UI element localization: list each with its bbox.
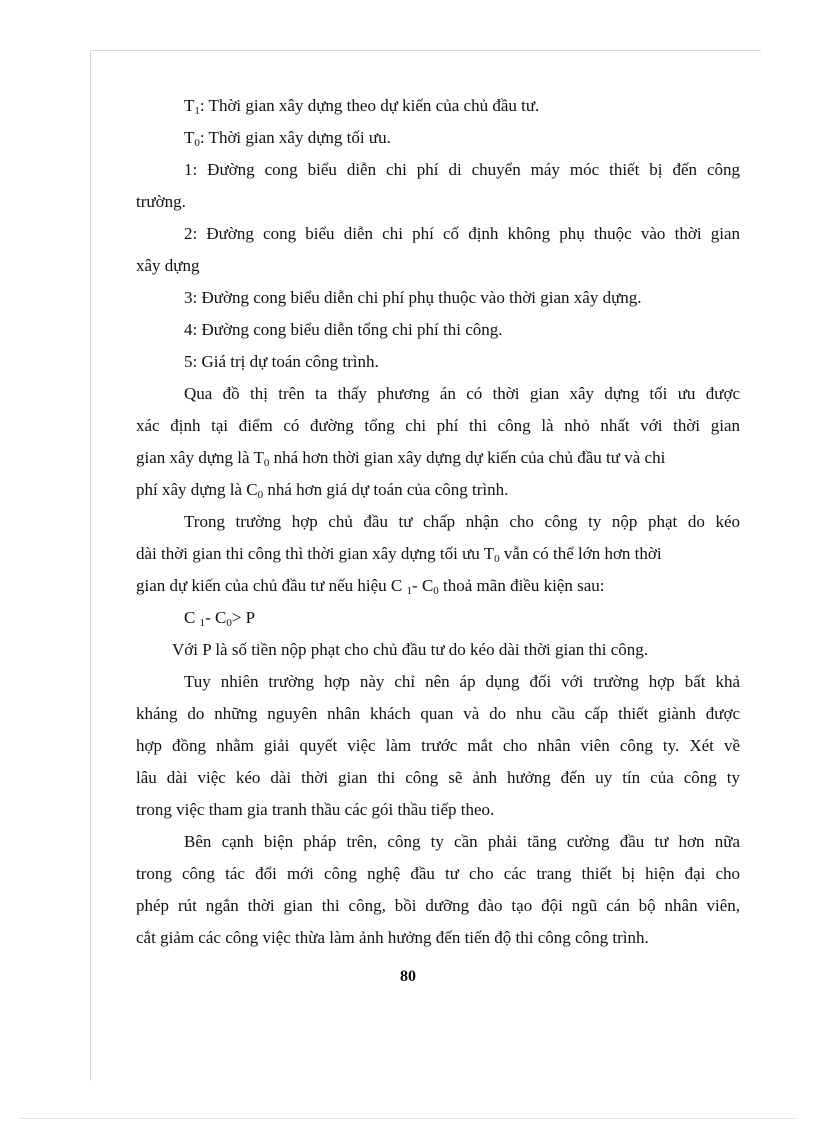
paragraph-line: cắt giảm các công việc thừa làm ảnh hưởng đến tiến độ thi công công trình.: [136, 928, 649, 947]
subscript: 0: [263, 457, 270, 469]
paragraph-line: kháng do những nguyên nhân khách quan và do nhu cầu cấp thiết giành được: [136, 704, 740, 723]
paragraph-line: Tuy nhiên trường hợp này chỉ nên áp dụng đối với trường hợp bất khả: [184, 672, 740, 691]
legend-curve-2: 2: Đường cong biểu diễn chi phí cố định không phụ thuộc vào thời gian: [184, 224, 740, 243]
legend-curve-5: 5: Giá trị dự toán công trình.: [184, 352, 379, 371]
legend-curve-1: 1: Đường cong biểu diễn chi phí di chuyển máy móc thiết bị đến công: [184, 160, 740, 179]
legend-t1: [136, 90, 740, 122]
paragraph-line: hợp đồng nhằm giải quyết việc làm trước mắt cho nhân viên công ty. Xét về: [136, 736, 740, 755]
paragraph-line: Với P là số tiền nộp phạt cho chủ đầu tư do kéo dài thời gian thi công.: [172, 640, 649, 659]
paragraph-line: gian dự kiến của chủ đầu tư nếu hiệu C $_1$- $C_0$ thoả mãn điều kiện sau:: [136, 576, 605, 597]
paragraph-line: phép rút ngắn thời gian thi công, bồi dưỡng đào tạo đội ngũ cán bộ nhân viên,: [136, 896, 740, 915]
paragraph-line: xác định tại điểm có đường tổng chi phí thi công là nhỏ nhất với thời gian: [136, 416, 740, 435]
formula: C $_1$- $C_0> P$: [184, 608, 256, 629]
paragraph-line: gian xây dựng là $T_0$ nhá hơn thời gian xây dựng dự kiến của chủ đầu tư và chi: [136, 448, 666, 469]
page-number: 80: [400, 968, 416, 985]
paragraph-line: Bên cạnh biện pháp trên, công ty cần phải tăng cường đầu tư hơn nữa: [184, 832, 740, 851]
paragraph-line: Trong trường hợp chủ đầu tư chấp nhận cho công ty nộp phạt do kéo: [184, 512, 740, 531]
subscript: 0: [226, 617, 232, 629]
paragraph-line: trong công tác đổi mới công nghệ đầu tư cho các trang thiết bị hiện đại cho: [136, 864, 740, 883]
symbol: T: [184, 128, 195, 147]
paragraph-line: lâu dài việc kéo dài thời gian thi công sẽ ảnh hưởng đến uy tín của công ty: [136, 768, 740, 787]
legend-t0: [136, 122, 740, 154]
legend-curve-1-cont: trường.: [136, 192, 186, 211]
legend-text: : Thời gian xây dựng tối ưu.: [199, 128, 391, 147]
paragraph-line: dài thời gian thi công thì thời gian xây dựng tối ưu $T_0$ vẫn có thể lớn hơn thời: [136, 544, 662, 565]
paragraph-line: trong việc tham gia tranh thầu các gói thầu tiếp theo.: [136, 800, 495, 819]
legend-curve-4: 4: Đường cong biểu diễn tổng chi phí thi công.: [184, 320, 503, 339]
subscript: 1: [199, 617, 206, 629]
paragraph-line: Qua đồ thị trên ta thấy phương án có thời gian xây dựng tối ưu được: [184, 384, 740, 403]
legend-text: : Thời gian xây dựng theo dự kiến của chủ đầu tư.: [199, 96, 540, 115]
symbol: T: [184, 96, 195, 115]
subscript: 0: [433, 585, 439, 597]
subscript: 0: [494, 553, 500, 565]
subscript: 1: [406, 585, 413, 597]
legend-curve-2-cont: xây dựng: [136, 256, 200, 275]
bottom-divider: [20, 1118, 796, 1119]
legend-curve-3: 3: Đường cong biểu diễn chi phí phụ thuộc vào thời gian xây dựng.: [184, 288, 642, 307]
subscript: 0: [194, 137, 200, 149]
subscript: 1: [194, 105, 200, 117]
body-text: [136, 90, 740, 954]
subscript: 0: [257, 489, 264, 501]
paragraph-line: phí xây dựng là $C_0$ nhá hơn giá dự toán của công trình.: [136, 480, 509, 501]
